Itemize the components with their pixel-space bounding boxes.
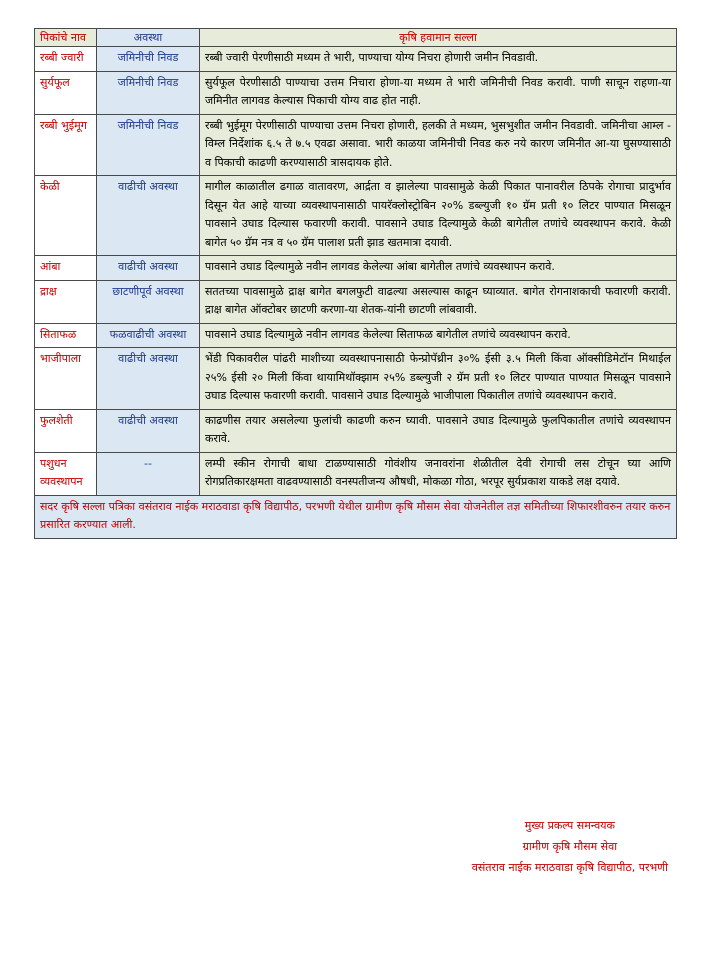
advice-cell: सुर्यफूल पेरणीसाठी पाण्याचा उत्तम निचारा होणा-या मध्यम ते भारी जमिनीची निवड करावी. पाणी साचून राहणा-या जमिनीत लागवड केल्यास पिकाची योग्य वाढ होत नाही. xyxy=(200,71,677,114)
stage-cell: जमिनीची निवड xyxy=(97,114,200,176)
advisory-sheet xyxy=(34,28,677,539)
crop-name-cell: पशुधन व्यवस्थापन xyxy=(35,452,97,495)
table-row xyxy=(35,409,677,452)
advice-cell: पावसाने उघाड दिल्यामुळे नवीन लागवड केलेल्या सिताफळ बागेतील तणांचे व्यवस्थापन करावे. xyxy=(200,323,677,348)
table-row xyxy=(35,47,677,72)
stage-cell: फळवाढीची अवस्था xyxy=(97,323,200,348)
stage-cell: वाढीची अवस्था xyxy=(97,348,200,410)
table-footer-row xyxy=(35,495,677,538)
signature-block xyxy=(472,815,668,878)
stage-column-header: अवस्था xyxy=(97,29,200,47)
crop-name-cell: केळी xyxy=(35,176,97,256)
advice-cell: काढणीस तयार असलेल्या फुलांची काढणी करुन घ्यावी. पावसाने उघाड दिल्यामुळे फुलपिकातील तणांचे व्यवस्थापन करावे. xyxy=(200,409,677,452)
table-row xyxy=(35,176,677,256)
table-row xyxy=(35,280,677,323)
signature-designation: मुख्य प्रकल्प समन्वयक xyxy=(524,819,616,832)
stage-cell: वाढीची अवस्था xyxy=(97,176,200,256)
stage-cell: वाढीची अवस्था xyxy=(97,256,200,281)
crop-name-cell: सिताफळ xyxy=(35,323,97,348)
table-header-row xyxy=(35,29,677,47)
advisory-table xyxy=(34,28,677,539)
stage-cell: -- xyxy=(97,452,200,495)
table-row xyxy=(35,323,677,348)
stage-cell: वाढीची अवस्था xyxy=(97,409,200,452)
table-row xyxy=(35,114,677,176)
advice-cell: सततच्या पावसामुळे द्राक्ष बागेत बगलफुटी वाढल्या असल्यास काढून घ्याव्यात. बागेत रोगनाशकाची फवारणी करावी. द्राक्ष बागेत ऑक्टोबर छाटणी करणा-या शेतक-यांनी छाटणी लांबवावी. xyxy=(200,280,677,323)
signature-service: ग्रामीण कृषि मौसम सेवा xyxy=(522,840,618,853)
advice-cell: पावसाने उघाड दिल्यामुळे नवीन लागवड केलेल्या आंबा बागेतील तणांचे व्यवस्थापन करावे. xyxy=(200,256,677,281)
table-row xyxy=(35,71,677,114)
advice-column-header: कृषि हवामान सल्ला xyxy=(200,29,677,47)
advice-cell: मागील काळातील ढगाळ वातावरण, आर्द्रता व झालेल्या पावसामुळे केळी पिकात पानावरील ठिपके रोगाचा प्रादुर्भाव दिसून येत आहे याच्या व्यवस्थापनासाठी पायरॅक्लोस्ट्रोबिन २०% डब्ल्युजी १० ग्रॅम प्रती १० लिटर पाण्यात मिसळून पावसाने उघाड दिल्यास फवारणी करावी. पावसाने उघाड दिल्यामुळे केळी बागेतील तणांचे व्यवस्थापन करावे. केळी बागेत ५० ग्रॅम नत्र व ५० ग्रॅम पालाश प्रती झाड खतमात्रा दयावी. xyxy=(200,176,677,256)
crop-name-cell: भाजीपाला xyxy=(35,348,97,410)
crop-name-cell: रब्बी ज्वारी xyxy=(35,47,97,72)
stage-cell: छाटणीपूर्व अवस्था xyxy=(97,280,200,323)
advice-cell: रब्बी भुईमूग पेरणीसाठी पाण्याचा उत्तम निचरा होणारी, हलकी ते मध्यम, भुसभुशीत जमीन निवडावी. जमिनीचा आम्ल - विम्ल निर्देशांक ६.५ ते ७.५ एवढा असावा. भारी काळया जमिनीची निवड करु नये कारण जमिनीत आ-या घुसण्यासाठी व पिकाची काढणी करण्यासाठी त्रासदायक होते. xyxy=(200,114,677,176)
signature-university: वसंतराव नाईक मराठवाडा कृषि विद्यापीठ, परभणी xyxy=(471,861,668,874)
advice-cell: भेंडी पिकावरील पांढरी माशीच्या व्यवस्थापनासाठी फेन्प्रोपॅथ्रीन ३०% ईसी ३.५ मिली किंवा ऑक्सीडिमेटॉन मिथाईल २५% ईसी २० मिली किंवा थायामिथॉक्झाम २५% डब्ल्युजी २ ग्रॅम प्रती १० लिटर पाण्यात पाण्यात मिसळून पावसाने उघाड दिल्यास फवारणी करावी. पावसाने उघाड दिल्यामुळे भाजीपाला पिकातील तणांचे व्यवस्थापन करावे. xyxy=(200,348,677,410)
crop-name-cell: द्राक्ष xyxy=(35,280,97,323)
advisory-footer-note: सदर कृषि सल्ला पत्रिका वसंतराव नाईक मराठवाडा कृषि विद्यापीठ, परभणी येथील ग्रामीण कृषि मौसम सेवा योजनेतील तज्ञ समितीच्या शिफारशीवरुन तयार करुन प्रसारित करण्यात आली. xyxy=(35,495,677,538)
table-row xyxy=(35,348,677,410)
crop-name-cell: रब्बी भुईमूग xyxy=(35,114,97,176)
table-row xyxy=(35,452,677,495)
stage-cell: जमिनीची निवड xyxy=(97,47,200,72)
crop-name-cell: आंबा xyxy=(35,256,97,281)
advice-cell: रब्बी ज्वारी पेरणीसाठी मध्यम ते भारी, पाण्याचा योग्य निचरा होणारी जमीन निवडावी. xyxy=(200,47,677,72)
crop-name-cell: फुलशेती xyxy=(35,409,97,452)
stage-cell: जमिनीची निवड xyxy=(97,71,200,114)
crop-name-cell: सुर्यफूल xyxy=(35,71,97,114)
table-row xyxy=(35,256,677,281)
crop-column-header: पिकांचे नाव xyxy=(35,29,97,47)
advice-cell: लम्पी स्कीन रोगाची बाधा टाळण्यासाठी गोवंशीय जनावरांना शेळीतील देवी रोगाची लस टोचून घ्या आणि रोगप्रतिकारक्षमता वाढवण्यासाठी वनस्पतीजन्य औषधी, मोकळा गोठा, भरपूर सुर्यप्रकाश याकडे लक्ष दयावे. xyxy=(200,452,677,495)
